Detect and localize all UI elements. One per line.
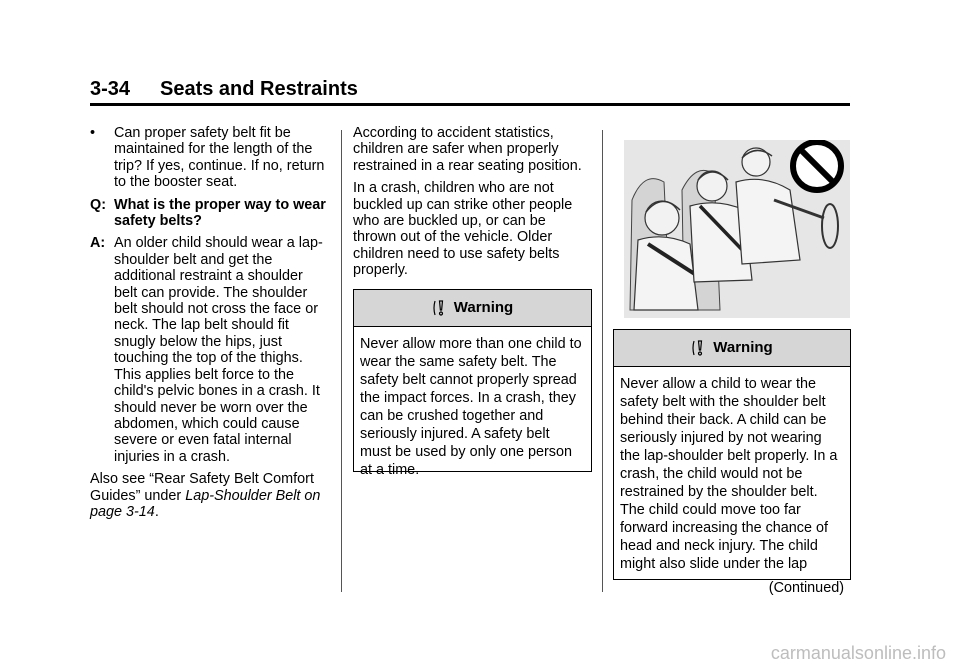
paragraph-crash: In a crash, children who are not buckled up can strike other people who are buckled up, or can be thrown out of the vehicle. Older children need to use safety belts properly. <box>353 180 573 279</box>
answer-label: A: <box>90 235 106 252</box>
warning-box-1 <box>353 289 592 478</box>
question-label: Q: <box>90 196 106 213</box>
bullet-text: Can proper safety belt fit be maintained for the length of the trip? If yes, continue. If no, return to the booster seat. <box>114 125 325 191</box>
also-see-prefix: Also see “Rear Safety Belt Comfort Guides” under <box>90 471 314 504</box>
warning-header <box>354 290 591 327</box>
child-seatbelt-illustration <box>624 140 850 318</box>
section-title: Seats and Restraints <box>160 78 358 100</box>
answer <box>90 235 328 465</box>
also-see-paragraph <box>90 471 328 520</box>
bullet-item <box>90 125 328 191</box>
question-text: What is the proper way to wear safety belts? <box>114 196 326 230</box>
answer-text: An older child should wear a lap-shoulder belt and get the additional restraint a shoulder belt can provide. The shoulder belt should not cross the face or neck. The lap belt should fit snugly below the hips, just touching the top of the thighs. This applies belt force to the child's pelvic bones in a crash. It should never be worn over the abdomen, which could cause severe or even fatal internal injuries in a crash. <box>114 235 323 465</box>
warning-icon <box>432 299 450 317</box>
column-divider-2 <box>602 130 603 592</box>
continued-label: (Continued) <box>768 580 844 596</box>
cross-reference-link[interactable]: Lap-Shoulder Belt on page 3-14 <box>90 487 321 520</box>
warning-box-2 <box>613 329 851 596</box>
warning-title: Warning <box>453 299 514 316</box>
header-rule <box>90 103 850 106</box>
page-header <box>90 78 358 101</box>
column-divider-1 <box>341 130 342 592</box>
column-2 <box>353 125 591 285</box>
warning-title: Warning <box>713 339 773 356</box>
warning-header <box>614 330 850 367</box>
warning-text: Never allow more than one child to wear the same safety belt. The safety belt cannot properly spread the impact forces. In a crash, they can be crushed together and seriously injured. A safety belt must be used by only one person at a time. <box>360 336 582 478</box>
column-1 <box>90 125 328 526</box>
bullet-symbol: • <box>90 125 96 141</box>
question <box>90 197 328 230</box>
footer-watermark: carmanualsonline.info <box>770 643 946 663</box>
page-number: 3-34 <box>90 78 131 100</box>
warning-icon <box>691 339 709 357</box>
warning-text: Never allow a child to wear the safety belt with the shoulder belt behind their back. A child can be seriously injured by not wearing the lap-shoulder belt properly. In a crash, the child would not be restrained by the shoulder belt. The child could move too far forward increasing the chance of head and neck injury. The child might also slide under the lap <box>620 376 838 572</box>
paragraph-statistics: According to accident statistics, children are safer when properly restrained in a rear seating position. <box>353 125 582 174</box>
also-see-suffix: . <box>154 503 159 520</box>
